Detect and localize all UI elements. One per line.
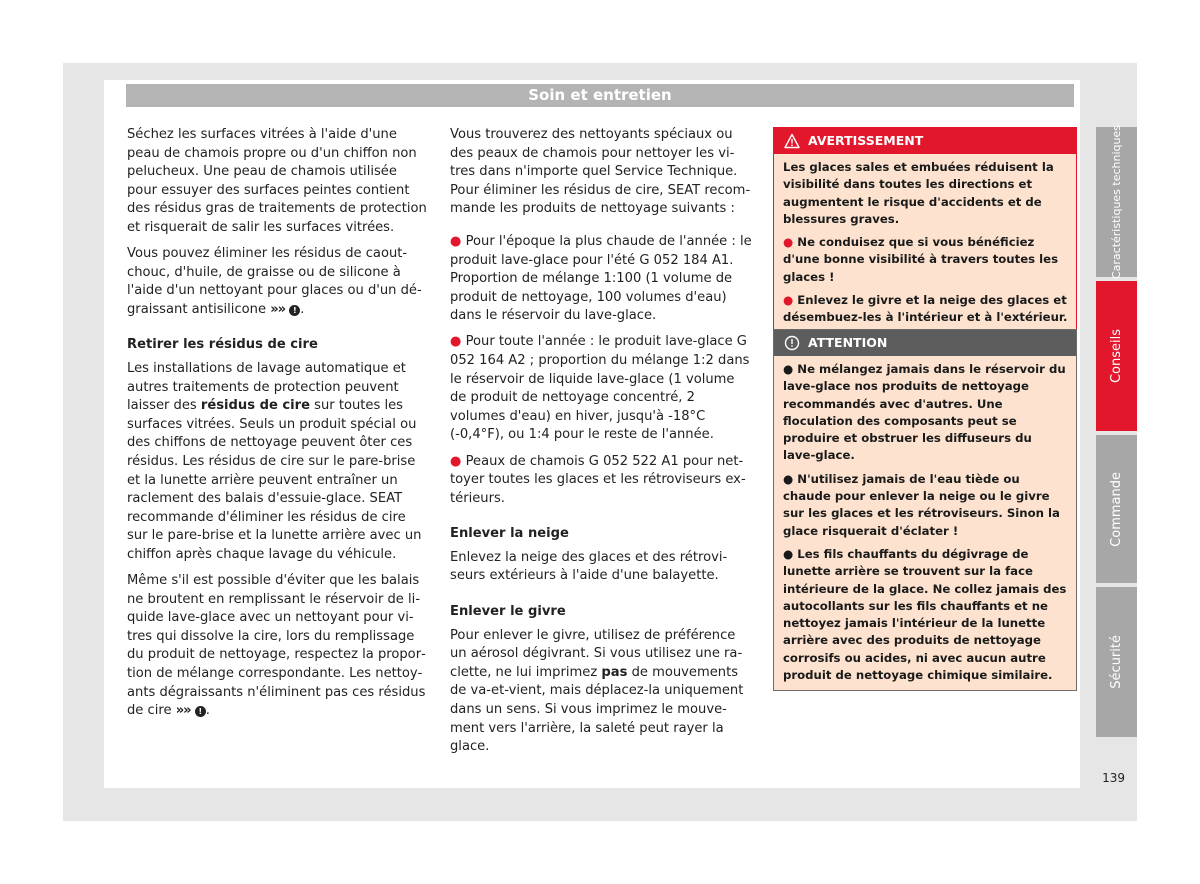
bullet-item: ● N'utilisez jamais de l'eau tiède ou chaude pour enlever la neige ou le givre sur les glaces et les rétroviseurs. Sinon la glace risquerait d'éclater ! xyxy=(783,471,1060,538)
attention-box xyxy=(773,329,1077,691)
subheading: Enlever le givre xyxy=(450,604,566,620)
tab-commande[interactable]: Commande xyxy=(1096,435,1137,583)
paragraph: Les installations de lavage automatique et autres traitements de protection peuvent laisser des résidus de cire sur toutes les surfaces vitrées. Seuls un produit spécial ou des chiffons de nettoyage peuvent ôter ces résidus. Les résidus de cire sur le pare-brise et la lunette arrière peuvent entraîner un raclement des balais d'essuie-glace. SEAT recommande d'éliminer les résidus de cire sur le pare-brise et la lunette arrière avec un chiffon après chaque lavage du véhicule. xyxy=(127,361,422,562)
bullet-icon: ● xyxy=(783,235,794,250)
info-circle-icon xyxy=(784,335,800,351)
bullet-item: ● Pour toute l'année : le produit lave-glace G 052 164 A2 ; proportion du mélange 1:2 dans le réservoir de liquide lave-glace (1 volume de produit de nettoyage concentré, 2 volumes d'eau) en hiver, jusqu'à -18°C (-0,4°F), ou 1:4 pour le reste de l'année. xyxy=(450,334,750,443)
warning-box xyxy=(773,127,1077,334)
continue-arrows-icon: »» xyxy=(270,301,286,317)
bullet-icon: ● xyxy=(783,546,794,561)
paragraph: Séchez les surfaces vitrées à l'aide d'une peau de chamois propre ou d'un chiffon non pelucheux. Une peau de chamois utilisée pour essuyer des surfaces peintes contient des résidus gras de traitements de protection et risquerait de salir les surfaces vitrées. xyxy=(127,127,427,235)
page-number: 139 xyxy=(1102,771,1125,785)
warning-body xyxy=(774,154,1076,333)
column-middle xyxy=(450,126,752,764)
warning-circle-icon: ! xyxy=(195,706,206,717)
paragraph: Pour enlever le givre, utilisez de préférence un aérosol dégivrant. Si vous utilisez une raclette, ne lui imprimez pas de mouvements de va-et-vient, mais déplacez-la uniquement dans un sens. Si vous imprimez le mouvement vers l'arrière, la saleté peut rayer la glace. xyxy=(450,627,744,755)
warning-title: AVERTISSEMENT xyxy=(808,133,924,148)
bullet-icon: ● xyxy=(783,293,794,308)
paragraph: Vous trouverez des nettoyants spéciaux ou des peaux de chamois pour nettoyer les vitres dans n'importe quel Service Technique. Pour éliminer les résidus de cire, SEAT recommande les produits de nettoyage suivants : xyxy=(450,127,751,217)
paragraph: Vous pouvez éliminer les résidus de caoutchouc, d'huile, de graisse ou de silicone à l'aide d'un nettoyant pour glaces ou d'un dégraissant antisilicone »» ! . xyxy=(127,246,422,317)
bullet-item: ● Pour l'époque la plus chaude de l'année : le produit lave-glace pour l'été G 052 184 A1. Proportion de mélange 1:100 (1 volume de produit de nettoyage, 100 volumes d'eau) dans le réservoir du lave-glace. xyxy=(450,233,752,324)
bullet-icon: ● xyxy=(783,471,794,486)
bullet-item: ● Les fils chauffants du dégivrage de lunette arrière se trouvent sur la face intérieure de la glace. Ne collez jamais des autocollants sur les fils chauffants et ne nettoyez jamais l'intérieur de la lunette arrière avec des produits de nettoyage corrosifs ou acides, ni avec aucun autre produit de nettoyage chimique similaire. xyxy=(783,546,1067,683)
subheading: Retirer les résidus de cire xyxy=(127,337,318,353)
attention-box-header xyxy=(774,330,1076,356)
bullet-icon: ● xyxy=(450,453,462,469)
bullet-icon: ● xyxy=(783,362,794,376)
bullet-item: ● Ne conduisez que si vous bénéficiez d'une bonne visibilité à travers toutes les glaces ! xyxy=(783,235,1059,284)
bullet-item: ● Enlevez le givre et la neige des glaces et désembuez-les à l'intérieur et à l'extérieur. xyxy=(783,293,1068,325)
tab-securite[interactable]: Sécurité xyxy=(1096,587,1137,737)
tab-caracteristiques-techniques[interactable]: Caractéristiques techniques xyxy=(1096,127,1137,277)
section-header: Soin et entretien xyxy=(126,84,1074,107)
paragraph: Enlevez la neige des glaces et des rétroviseurs extérieurs à l'aide d'une balayette. xyxy=(450,549,728,584)
bullet-item: ● Ne mélangez jamais dans le réservoir du lave-glace nos produits de nettoyage recommandés avec d'autres. Une floculation des composants peut se produire et obstruer les diffuseurs du lave-glace. xyxy=(783,362,1066,463)
attention-body xyxy=(774,356,1076,690)
paragraph: Même s'il est possible d'éviter que les balais ne broutent en remplissant le réservoir de liquide lave-glace avec un nettoyant pour vitres qui dissolve la cire, lors du remplissage du produit de nettoyage, respectez la proportion de mélange correspondante. Les nettoyants dégraissants n'éliminent pas ces résidus de cire »» ! . xyxy=(127,573,426,719)
subheading: Enlever la neige xyxy=(450,526,569,542)
column-left xyxy=(127,126,429,728)
continue-arrows-icon: »» xyxy=(175,703,191,719)
paragraph: Les glaces sales et embuées réduisent la visibilité dans toutes les directions et augmentent le risque d'accidents et de blessures graves. xyxy=(783,160,1054,226)
attention-title: ATTENTION xyxy=(808,335,888,350)
warning-circle-icon: ! xyxy=(289,305,300,316)
warning-box-header xyxy=(774,128,1076,154)
bullet-icon: ● xyxy=(450,334,462,350)
bullet-icon: ● xyxy=(450,233,462,249)
warning-triangle-icon xyxy=(784,133,800,149)
bullet-item: ● Peaux de chamois G 052 522 A1 pour nettoyer toutes les glaces et les rétroviseurs extérieurs. xyxy=(450,453,746,506)
tab-conseils[interactable]: Conseils xyxy=(1096,281,1137,431)
